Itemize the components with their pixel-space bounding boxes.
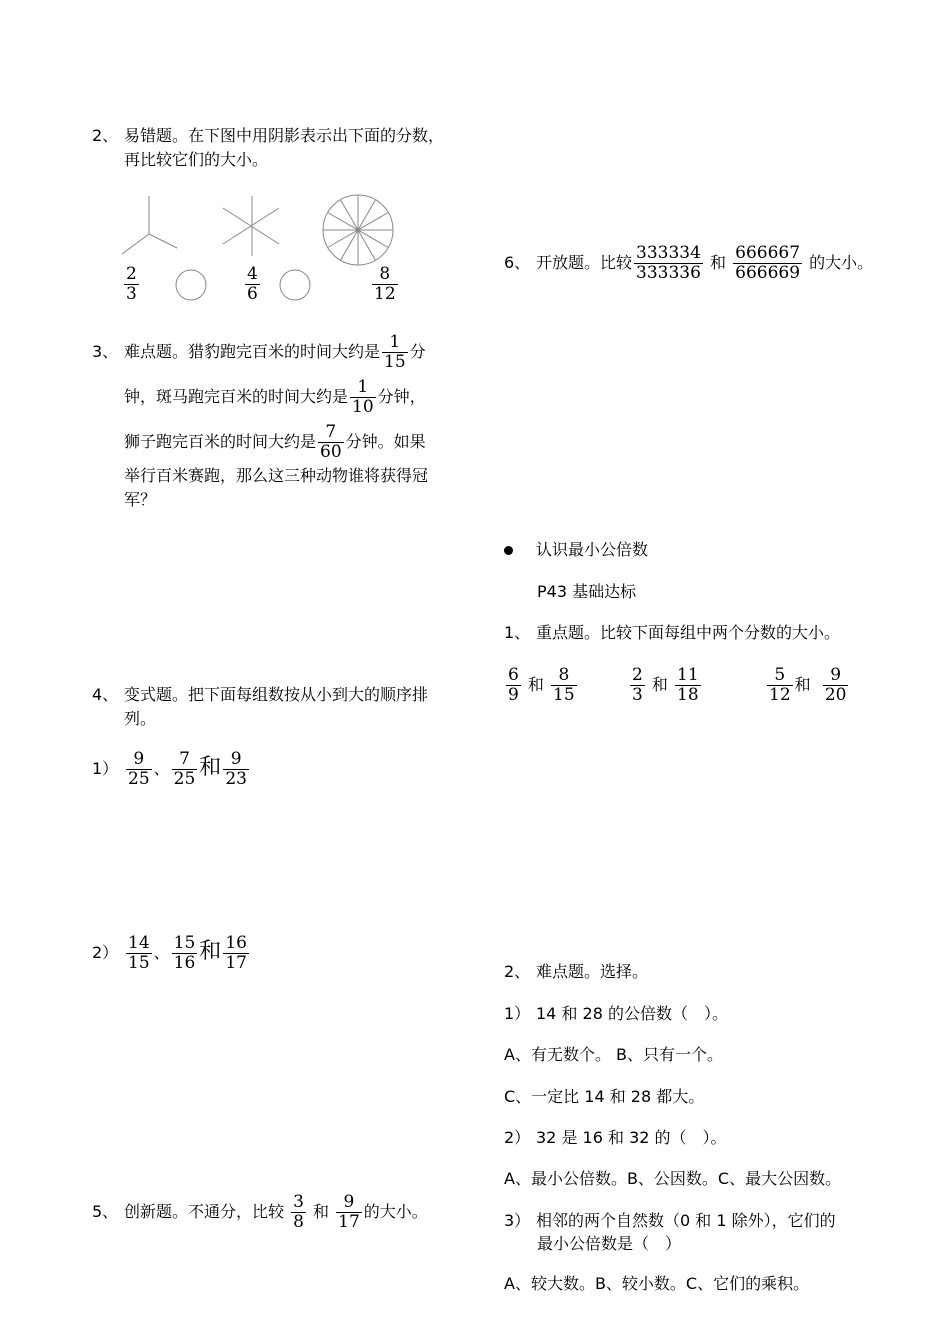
fraction: $\frac{2}{3}$ [632,665,643,705]
q3-line5: 军？ [124,490,157,509]
r2-sub2: 2） 32 是 16 和 32 的（ ）。 [504,1128,727,1147]
q2-line1: 2、 易错题。在下图中用阴影表示出下面的分数， [92,126,445,145]
r2-sub1: 1） 14 和 28 的公倍数（ ）。 [504,1004,728,1023]
q3-fraction-lion: $\frac{7}{60}$ [320,422,342,462]
q4-line2: 列。 [124,709,157,728]
q4-line1: 4、 变式题。把下面每组数按从小到大的顺序排 [92,685,429,704]
q2-figures [115,192,405,312]
q2-fraction-3: $\frac{8}{12}$ [374,264,396,304]
q3-fraction-cheetah: $\frac{1}{15}$ [384,332,406,372]
section-subtitle: P43 基础达标 [537,582,637,601]
fraction: $\frac{11}{18}$ [677,665,699,705]
q6-line: 6、 开放题。比较 $\frac{333334}{333336}$ 和 $\frac{666667}{666669}$ 的大小。 [504,243,874,283]
r2-sub2-options: A、最小公倍数。B、公因数。C、最大公因数。 [504,1169,842,1188]
blank-circle-2 [280,270,310,300]
fraction: $\frac{9}{25}$ [128,749,150,789]
fraction: $\frac{5}{12}$ [769,665,791,705]
r2-sub3: 3） 相邻的两个自然数（0 和 1 除外），它们的 [504,1211,836,1230]
q2-fraction-1: $\frac{2}{3}$ [126,264,137,304]
r2-line: 2、 难点题。选择。 [504,962,649,981]
fraction: $\frac{8}{15}$ [553,665,575,705]
r2-sub3-options: A、较大数。B、较小数。C、它们的乘积。 [504,1274,810,1293]
q3-fraction-zebra: $\frac{1}{10}$ [352,377,374,417]
fraction: $\frac{3}{8}$ [293,1192,304,1232]
fraction: $\frac{9}{17}$ [338,1192,360,1232]
q3-line3: 狮子跑完百米的时间大约是 $\frac{7}{60}$ 分钟。如果 [124,422,426,462]
q4-group-1: 1） $\frac{9}{25}$ 、 $\frac{7}{25}$ 和 $\frac{9}{23}$ [92,749,247,789]
q3-line4: 举行百米赛跑，那么这三种动物谁将获得冠 [124,466,429,485]
fraction: $\frac{15}{16}$ [173,933,196,973]
section-title: 认识最小公倍数 [504,538,648,562]
fraction: $\frac{16}{17}$ [225,933,247,973]
twelfths-circle-figure [323,195,393,265]
q5-line: 5、 创新题。不通分，比较 $\frac{3}{8}$ 和 $\frac{9}{17}$ 的大小。 [92,1192,428,1232]
fraction: $\frac{7}{25}$ [173,749,196,789]
q2-fraction-2: $\frac{4}{6}$ [247,264,258,304]
sixths-divider-figure [223,196,279,256]
r2-sub1-options-a: A、有无数个。 B、只有一个。 [504,1045,724,1064]
fraction: $\frac{666667}{666669}$ [735,243,801,283]
fraction: $\frac{6}{9}$ [508,665,519,705]
fraction: $\frac{14}{15}$ [128,933,150,973]
r2-sub3-line2: 最小公倍数是（ ） [537,1234,682,1253]
r1-pair-1: $\frac{6}{9}$ 和 $\frac{8}{15}$ [508,665,575,705]
q3-line1: 3、 难点题。猎豹跑完百米的时间大约是 $\frac{1}{15}$ 分 [92,332,426,372]
r1-line: 1、 重点题。比较下面每组中两个分数的大小。 [504,623,841,642]
q2-line2: 再比较它们的大小。 [124,150,269,169]
blank-circle-1 [176,270,206,300]
fraction: $\frac{9}{23}$ [225,749,247,789]
r1-pair-2: $\frac{2}{3}$ 和 $\frac{11}{18}$ [632,665,699,705]
fraction: $\frac{333334}{333336}$ [636,243,701,283]
r2-sub1-options-c: C、一定比 14 和 28 都大。 [504,1087,705,1106]
bullet-icon [504,546,513,555]
q3-line2: 钟，斑马跑完百米的时间大约是 $\frac{1}{10}$ 分钟， [124,377,426,417]
r1-pair-3: $\frac{5}{12}$ 和 $\frac{9}{20}$ [769,665,847,705]
q4-group-2: 2） $\frac{14}{15}$ 、 $\frac{15}{16}$ 和 $\frac{16}{17}$ [92,933,247,973]
thirds-divider-figure [122,196,177,254]
fraction: $\frac{9}{20}$ [824,665,847,705]
